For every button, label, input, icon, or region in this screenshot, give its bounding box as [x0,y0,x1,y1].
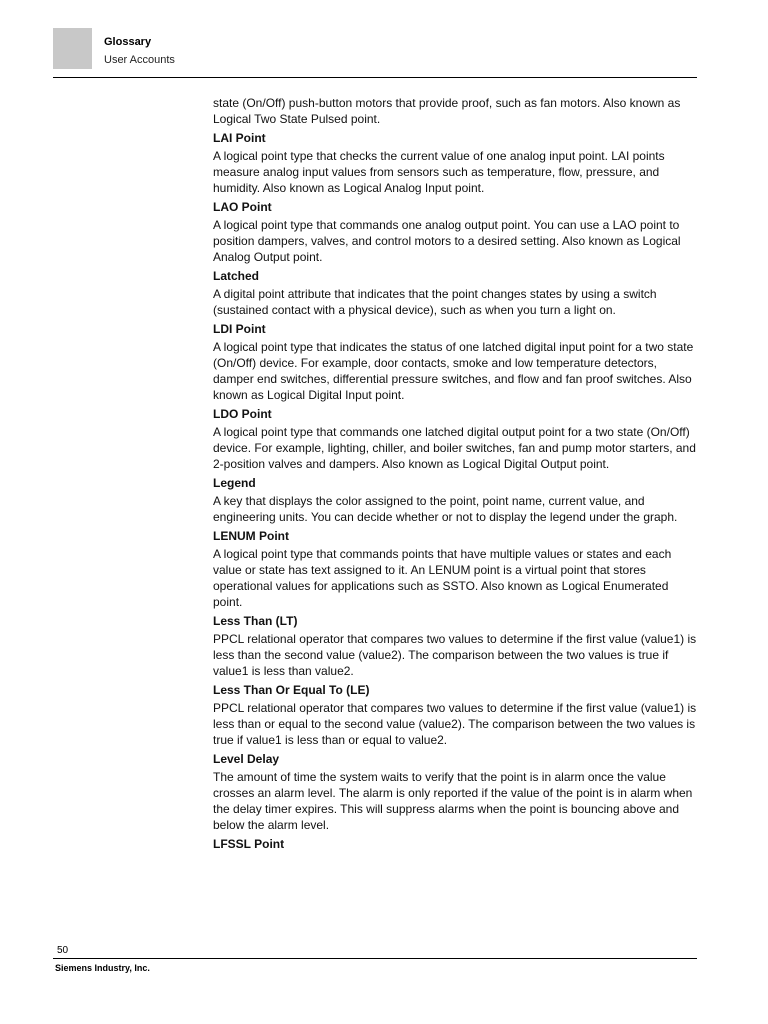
glossary-entry [213,683,697,748]
glossary-term: LAI Point [213,131,266,145]
glossary-term: Legend [213,476,256,490]
continued-definition: state (On/Off) push-button motors that provide proof, such as fan motors. Also known as Logical Two State Pulsed point. [213,96,681,126]
glossary-entry [213,269,697,318]
glossary-entry [213,322,697,403]
glossary-content [213,95,697,854]
glossary-term: LDI Point [213,322,266,336]
glossary-definition: A logical point type that indicates the status of one latched digital input point for a two state (On/Off) device. For example, door contacts, smoke and low temperature detectors, damper end switches, differential pressure switches, and flow and fan proof switches. Also known as Logical Digital Input point. [213,340,694,402]
glossary-term: Latched [213,269,260,283]
footer-company: Siemens Industry, Inc. [55,963,150,973]
glossary-entry [213,476,697,525]
glossary-term: LENUM Point [213,529,289,543]
glossary-definition: A key that displays the color assigned to the point, point name, current value, and engineering units. You can decide whether or not to display the legend under the graph. [213,494,678,524]
glossary-definition: A logical point type that commands one analog output point. You can use a LAO point to position dampers, valves, and control motors to a desired setting. Also known as Logical Analog Output point. [213,218,681,264]
header-subtitle: User Accounts [104,54,175,66]
header-title: Glossary [104,36,152,48]
glossary-entry [213,752,697,833]
page-number: 50 [57,945,69,956]
glossary-definition: The amount of time the system waits to verify that the point is in alarm once the value crosses an alarm level. The alarm is only reported if the value of the point is in alarm when the delay timer expires. This will suppress alarms when the point is bouncing above and below the alarm level. [213,770,693,832]
glossary-term: Less Than Or Equal To (LE) [213,683,370,697]
glossary-definition: PPCL relational operator that compares two values to determine if the first value (value1) is less than the second value (value2). The comparison between the two values is true if value1 is less than value2. [213,632,697,678]
header-gray-block [53,28,92,69]
glossary-entry [213,614,697,679]
glossary-definition: A digital point attribute that indicates that the point changes states by using a switch (sustained contact with a physical device), such as when you turn a light on. [213,287,657,317]
glossary-definition: A logical point type that checks the current value of one analog input point. LAI points measure analog input values from sensors such as temperature, flow, pressure, and humidity. Also known as Logical Analog Input point. [213,149,665,195]
glossary-term: LFSSL Point [213,837,285,851]
glossary-definition: PPCL relational operator that compares two values to determine if the first value (value1) is less than or equal to the second value (value2). The comparison between the two values is true if value1 is less than or equal to value2. [213,701,697,747]
glossary-term: Less Than (LT) [213,614,298,628]
glossary-definition: A logical point type that commands points that have multiple values or states and each value or state has text assigned to it. An LENUM point is a virtual point that stores operational values for applications such as SSTO. Also known as Logical Enumerated point. [213,547,672,609]
glossary-entry [213,837,697,852]
footer-divider [53,958,697,959]
glossary-term: LDO Point [213,407,272,421]
header-divider [53,77,697,78]
glossary-term: Level Delay [213,752,280,766]
glossary-entry [213,407,697,472]
glossary-entry [213,200,697,265]
glossary-entry [213,131,697,196]
glossary-definition: A logical point type that commands one latched digital output point for a two state (On/Off) device. For example, lighting, chiller, and boiler switches, fan and pump motor starters, and 2-position valves and dampers. Also known as Logical Digital Output point. [213,425,696,471]
glossary-term: LAO Point [213,200,272,214]
glossary-entry [213,529,697,610]
